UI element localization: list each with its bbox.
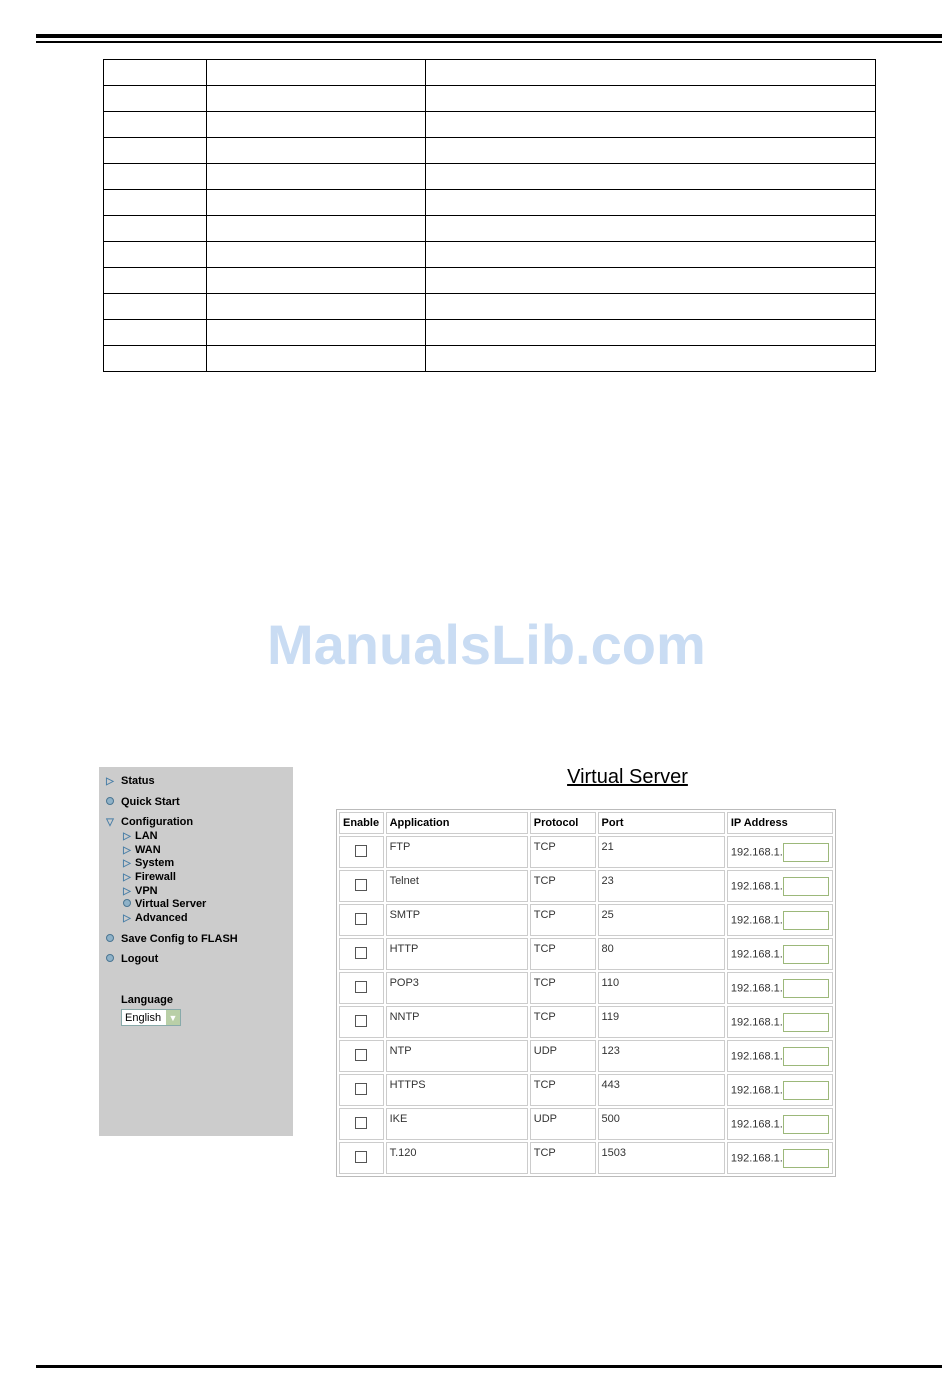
circle-icon [103,954,117,965]
enable-checkbox[interactable] [355,1151,367,1163]
bottom-rule [36,1365,942,1368]
table-row [104,164,876,190]
nav-configuration[interactable] [103,816,193,828]
nav-status[interactable] [103,775,155,787]
port-cell: 23 [598,870,725,902]
nav-label: Virtual Server [135,898,207,910]
nav-virtual-server[interactable] [121,898,206,910]
enable-checkbox[interactable] [355,1049,367,1061]
ip-last-octet-input[interactable] [783,877,829,896]
port-cell: 80 [598,938,725,970]
table-row [339,836,833,868]
table-row [339,1108,833,1140]
application-cell: POP3 [386,972,528,1004]
table-row [104,294,876,320]
nav-label: System [135,857,175,869]
ip-prefix: 192.168.1. [730,880,783,892]
protocol-cell: TCP [530,836,596,868]
watermark: ManualsLib.com [267,613,706,676]
table-row [104,242,876,268]
nav-label: LAN [135,830,158,842]
enable-checkbox[interactable] [355,1015,367,1027]
triangle-right-icon: ▷ [123,830,131,842]
nav-system[interactable] [121,857,174,869]
triangle-down-icon: ▽ [106,816,114,828]
application-cell: T.120 [386,1142,528,1174]
header-protocol: Protocol [530,812,596,834]
nav-label: Firewall [135,871,176,883]
empty-reference-table [103,59,876,372]
ip-prefix: 192.168.1. [730,846,783,858]
nav-label: Configuration [121,816,194,828]
chevron-down-icon[interactable]: ▼ [166,1010,180,1025]
nav-lan[interactable] [121,830,158,842]
triangle-right-icon: ▷ [123,885,131,897]
ip-last-octet-input[interactable] [783,843,829,862]
nav-label: Save Config to FLASH [121,933,238,945]
nav-label: Status [121,775,155,787]
nav-quick-start[interactable] [103,796,180,808]
table-row [339,972,833,1004]
table-row [104,60,876,86]
port-cell: 123 [598,1040,725,1072]
language-select[interactable] [121,1009,181,1026]
protocol-cell: TCP [530,1006,596,1038]
top-rule-thick [36,34,942,38]
protocol-cell: UDP [530,1108,596,1140]
table-row [104,346,876,372]
ip-prefix: 192.168.1. [730,948,783,960]
port-cell: 500 [598,1108,725,1140]
triangle-right-icon: ▷ [106,775,114,787]
table-row [104,320,876,346]
application-cell: HTTP [386,938,528,970]
application-cell: NTP [386,1040,528,1072]
nav-label: Logout [121,953,159,965]
application-cell: NNTP [386,1006,528,1038]
protocol-cell: TCP [530,870,596,902]
port-cell: 1503 [598,1142,725,1174]
nav-label: Advanced [135,912,188,924]
circle-icon [121,899,133,910]
table-row [339,870,833,902]
language-label: Language [121,994,173,1006]
ip-prefix: 192.168.1. [730,1152,783,1164]
table-row [104,112,876,138]
ip-last-octet-input[interactable] [783,945,829,964]
enable-checkbox[interactable] [355,1083,367,1095]
protocol-cell: TCP [530,904,596,936]
application-cell: Telnet [386,870,528,902]
application-cell: HTTPS [386,1074,528,1106]
header-port: Port [598,812,725,834]
ip-prefix: 192.168.1. [730,1084,783,1096]
table-row [104,190,876,216]
application-cell: FTP [386,836,528,868]
protocol-cell: TCP [530,972,596,1004]
table-row [339,1006,833,1038]
nav-vpn[interactable] [121,885,158,897]
application-cell: IKE [386,1108,528,1140]
ip-prefix: 192.168.1. [730,914,783,926]
application-cell: SMTP [386,904,528,936]
ip-last-octet-input[interactable] [783,1081,829,1100]
language-value: English [125,1011,162,1024]
table-row [104,216,876,242]
table-row [339,1142,833,1174]
ip-prefix: 192.168.1. [730,1016,783,1028]
ip-last-octet-input[interactable] [783,1149,829,1168]
table-row [339,1040,833,1072]
ip-last-octet-input[interactable] [783,1013,829,1032]
header-ip-address: IP Address [727,812,833,834]
port-cell: 21 [598,836,725,868]
port-cell: 443 [598,1074,725,1106]
header-enable: Enable [339,812,384,834]
protocol-cell: TCP [530,1142,596,1174]
enable-checkbox[interactable] [355,913,367,925]
protocol-cell: UDP [530,1040,596,1072]
nav-wan[interactable] [121,844,161,856]
triangle-right-icon: ▷ [123,857,131,869]
header-application: Application [386,812,528,834]
triangle-right-icon: ▷ [123,844,131,856]
triangle-right-icon: ▷ [123,871,131,883]
virtual-server-table [336,809,836,1177]
port-cell: 119 [598,1006,725,1038]
table-row [104,86,876,112]
sidebar-nav [99,767,293,1136]
nav-save-config[interactable] [103,933,238,945]
protocol-cell: TCP [530,1074,596,1106]
nav-label: WAN [135,844,161,856]
circle-icon [103,934,117,945]
protocol-cell: TCP [530,938,596,970]
ip-last-octet-input[interactable] [783,911,829,930]
table-header-row [339,812,833,834]
ip-prefix: 192.168.1. [730,1050,783,1062]
ip-last-octet-input[interactable] [783,1047,829,1066]
nav-logout[interactable] [103,953,158,965]
table-row [339,1074,833,1106]
ip-prefix: 192.168.1. [730,1118,783,1130]
enable-checkbox[interactable] [355,1117,367,1129]
nav-advanced[interactable] [121,912,188,924]
port-cell: 25 [598,904,725,936]
table-row [339,904,833,936]
circle-icon [103,797,117,808]
enable-checkbox[interactable] [355,879,367,891]
nav-label: Quick Start [121,796,180,808]
ip-last-octet-input[interactable] [783,979,829,998]
ip-prefix: 192.168.1. [730,982,783,994]
page-title: Virtual Server [567,766,688,788]
enable-checkbox[interactable] [355,845,367,857]
table-row [104,268,876,294]
triangle-right-icon: ▷ [123,912,131,924]
enable-checkbox[interactable] [355,947,367,959]
port-cell: 110 [598,972,725,1004]
top-rule-thin [36,41,942,43]
enable-checkbox[interactable] [355,981,367,993]
nav-label: VPN [135,885,158,897]
table-row [339,938,833,970]
table-row [104,138,876,164]
nav-firewall[interactable] [121,871,176,883]
ip-last-octet-input[interactable] [783,1115,829,1134]
